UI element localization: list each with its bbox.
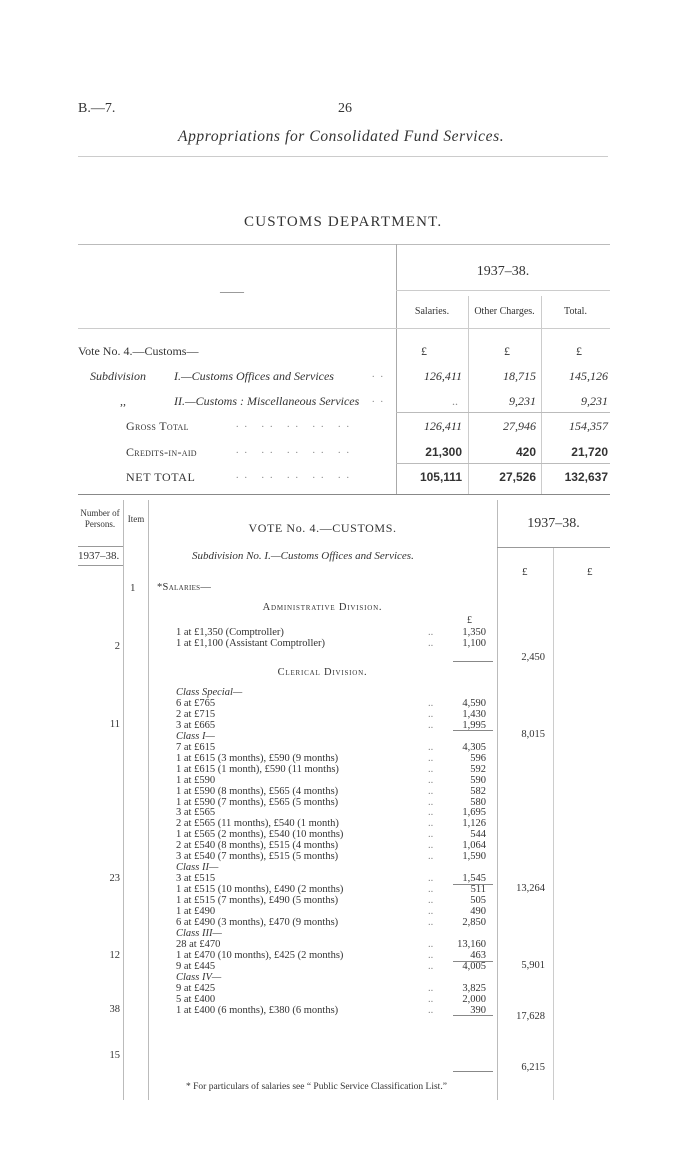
salary-line-amount: 1,100 bbox=[462, 637, 486, 649]
salaries-heading: *Salaries— bbox=[157, 582, 212, 593]
salary-line-amount: 4,305 bbox=[462, 741, 486, 753]
salary-line-amount: 511 bbox=[470, 884, 486, 896]
leader-dots: .. bbox=[428, 982, 434, 994]
salary-line-amount: 596 bbox=[470, 752, 486, 764]
salary-line-amount: 4,005 bbox=[462, 960, 486, 972]
row-other: 9,231 bbox=[509, 394, 536, 408]
item-number: 1 bbox=[130, 582, 136, 594]
clerical-division-heading: Clerical Division. bbox=[277, 667, 368, 678]
row-other: 27,946 bbox=[503, 419, 536, 433]
leader-dots: .. bbox=[428, 637, 434, 649]
row-label: II.—Customs : Miscellaneous Services bbox=[174, 394, 360, 408]
leader-dots: .. bbox=[428, 807, 434, 819]
currency-salaries: £ bbox=[421, 344, 427, 358]
class-heading: Class IV— bbox=[176, 971, 222, 983]
salary-line-amount: 582 bbox=[470, 785, 486, 797]
leader-dots: .. bbox=[428, 796, 434, 808]
leader-dots: .. bbox=[428, 993, 434, 1005]
footnote: * For particulars of salaries see “ Public Service Classification List.” bbox=[186, 1082, 447, 1092]
persons-count: 23 bbox=[109, 873, 120, 884]
salary-line-text: 3 at £665 bbox=[176, 719, 216, 731]
vote-heading: Vote No. 4.—Customs— bbox=[78, 344, 199, 358]
salary-line-text: 1 at £470 (10 months), £425 (2 months) bbox=[176, 949, 344, 961]
row-total: 21,720 bbox=[571, 445, 608, 459]
leader-dots: .. bbox=[428, 763, 434, 775]
page-number: 26 bbox=[338, 101, 352, 116]
summary-dash: —— bbox=[220, 284, 244, 298]
row-total: 154,357 bbox=[569, 419, 608, 433]
salary-line-text: 1 at £490 bbox=[176, 906, 216, 917]
salary-line-amount: 1,995 bbox=[462, 719, 486, 731]
class-heading: Class Special— bbox=[176, 687, 243, 698]
leader-dots: .. bbox=[428, 906, 434, 917]
summary-year: 1937–38. bbox=[476, 264, 530, 279]
leader-dots: .. bbox=[428, 741, 434, 753]
salary-line-text: 1 at £515 (10 months), £490 (2 months) bbox=[176, 884, 344, 896]
leader-dots: .. .. .. .. .. bbox=[236, 419, 355, 430]
salary-line-text: 6 at £765 bbox=[176, 697, 216, 709]
col-item: Item bbox=[127, 514, 145, 524]
row-other: 420 bbox=[515, 445, 536, 459]
persons-count: 12 bbox=[109, 950, 120, 961]
col-total: Total. bbox=[564, 306, 587, 317]
persons-count: 11 bbox=[109, 719, 120, 730]
col-salaries: Salaries. bbox=[414, 306, 450, 317]
leader-dots: .. bbox=[428, 895, 434, 907]
leader-dots: .. bbox=[428, 774, 434, 786]
leader-dots: .. .. .. .. .. bbox=[236, 470, 355, 481]
salary-line-text: 1 at £590 bbox=[176, 774, 216, 786]
salary-line-text: 3 at £515 bbox=[176, 873, 216, 885]
row-label: Gross Total bbox=[126, 419, 189, 433]
leader-dots: .. bbox=[428, 851, 434, 863]
salary-line-text: 1 at £615 (1 month), £590 (11 months) bbox=[176, 763, 339, 775]
leader-dots: .. bbox=[372, 394, 389, 405]
salary-line-amount: 4,590 bbox=[462, 697, 486, 709]
salary-line-text: 1 at £590 (8 months), £565 (4 months) bbox=[176, 785, 339, 797]
salary-line-text: 2 at £565 (11 months), £540 (1 month) bbox=[176, 818, 339, 830]
leader-dots: .. bbox=[428, 884, 434, 896]
leader-dots: .. bbox=[428, 627, 434, 638]
header-rule bbox=[78, 156, 608, 157]
persons-count: 38 bbox=[109, 1004, 120, 1015]
class-heading: Class I— bbox=[176, 730, 215, 742]
row-total: 132,637 bbox=[564, 470, 608, 484]
salary-line-amount: 590 bbox=[470, 774, 486, 786]
salary-line-text: 9 at £425 bbox=[176, 982, 216, 994]
salary-line-amount: 2,000 bbox=[462, 993, 486, 1005]
row-total: 9,231 bbox=[581, 394, 608, 408]
document-reference: B.—7. bbox=[78, 101, 116, 116]
row-salaries: 21,300 bbox=[425, 445, 462, 459]
salary-line-amount: 13,160 bbox=[457, 938, 486, 950]
leader-dots: .. bbox=[428, 752, 434, 764]
salary-line-amount: 1,695 bbox=[462, 807, 486, 819]
salary-line-amount: 390 bbox=[470, 1004, 486, 1016]
row-label-prefix: Subdivision bbox=[90, 369, 146, 383]
vote-title: VOTE No. 4.—CUSTOMS. bbox=[248, 521, 397, 535]
salary-line-text: 2 at £715 bbox=[176, 708, 216, 720]
salary-line-amount: 580 bbox=[470, 796, 486, 808]
col-other-charges: Other Charges. bbox=[474, 306, 535, 317]
row-label: I.—Customs Offices and Services bbox=[174, 369, 334, 383]
leader-dots: .. bbox=[428, 697, 434, 709]
leader-dots: .. bbox=[372, 369, 389, 380]
salary-line-text: 1 at £1,100 (Assistant Comptroller) bbox=[176, 637, 326, 649]
salary-line-amount: 592 bbox=[470, 763, 486, 775]
salary-line-amount: 3,825 bbox=[462, 982, 486, 994]
row-label: Credits-in-aid bbox=[126, 445, 197, 459]
row-salaries: .. bbox=[452, 394, 458, 408]
class-heading: Class III— bbox=[176, 927, 222, 939]
class-heading: Class II— bbox=[176, 862, 219, 874]
leader-dots: .. bbox=[428, 840, 434, 852]
leader-dots: .. bbox=[428, 916, 434, 928]
salary-line-amount: 1,430 bbox=[462, 708, 486, 720]
salary-line-text: 28 at £470 bbox=[176, 938, 221, 950]
salary-line-text: 1 at £400 (6 months), £380 (6 months) bbox=[176, 1004, 339, 1016]
subtotal: 6,215 bbox=[521, 1062, 545, 1073]
currency-total: £ bbox=[587, 566, 593, 578]
salary-line-amount: 1,064 bbox=[462, 840, 486, 852]
leader-dots: .. bbox=[428, 960, 434, 972]
row-salaries: 126,411 bbox=[423, 369, 462, 383]
leader-dots: .. bbox=[428, 818, 434, 830]
leader-dots: .. bbox=[428, 719, 434, 731]
salary-line-amount: 1,590 bbox=[462, 851, 486, 863]
col-number-of-persons: Number of Persons. bbox=[80, 508, 120, 529]
subdivision-heading: Subdivision No. I.—Customs Offices and Services. bbox=[192, 550, 414, 562]
subtotal: 2,450 bbox=[521, 652, 545, 663]
salary-line-text: 1 at £515 (7 months), £490 (5 months) bbox=[176, 895, 339, 907]
salary-line-text: 3 at £565 bbox=[176, 807, 216, 819]
row-salaries: 105,111 bbox=[419, 470, 462, 484]
salary-line-text: 6 at £490 (3 months), £470 (9 months) bbox=[176, 916, 339, 928]
salary-line-amount: 463 bbox=[470, 949, 486, 961]
row-other: 27,526 bbox=[499, 470, 536, 484]
salary-line-text: 3 at £540 (7 months), £515 (5 months) bbox=[176, 851, 339, 863]
salary-line-amount: 1,545 bbox=[462, 873, 486, 885]
salary-line-text: 1 at £1,350 (Comptroller) bbox=[176, 627, 284, 638]
salary-line-amount: 544 bbox=[470, 829, 486, 841]
salary-line-text: 1 at £565 (2 months), £540 (10 months) bbox=[176, 829, 344, 841]
salary-line-amount: 505 bbox=[470, 895, 486, 907]
leader-dots: .. bbox=[428, 785, 434, 797]
salary-line-text: 2 at £540 (8 months), £515 (4 months) bbox=[176, 840, 339, 852]
leader-dots: .. bbox=[428, 949, 434, 961]
salary-line-text: 1 at £590 (7 months), £565 (5 months) bbox=[176, 796, 339, 808]
currency-other: £ bbox=[504, 344, 510, 358]
leader-dots: .. bbox=[428, 938, 434, 950]
persons-count: 2 bbox=[114, 641, 120, 652]
subtotal: 5,901 bbox=[521, 960, 545, 971]
salary-line-text: 5 at £400 bbox=[176, 993, 216, 1005]
salary-line-amount: 1,126 bbox=[462, 818, 486, 830]
currency-total: £ bbox=[576, 344, 582, 358]
row-salaries: 126,411 bbox=[423, 419, 462, 433]
currency-lines: £ bbox=[467, 615, 472, 626]
subtotal: 13,264 bbox=[516, 883, 545, 894]
currency-subtotal: £ bbox=[522, 566, 528, 578]
page-title: Appropriations for Consolidated Fund Services. bbox=[178, 128, 505, 145]
department-heading: CUSTOMS DEPARTMENT. bbox=[244, 214, 443, 230]
leader-dots: .. bbox=[428, 1004, 434, 1016]
salary-line-amount: 1,350 bbox=[462, 627, 486, 638]
persons-year: 1937–38. bbox=[78, 550, 120, 562]
salary-line-amount: 490 bbox=[470, 906, 486, 917]
subtotal: 8,015 bbox=[521, 729, 545, 740]
salary-line-text: 7 at £615 bbox=[176, 741, 216, 753]
subtotal: 17,628 bbox=[516, 1011, 545, 1022]
salary-line-amount: 2,850 bbox=[462, 916, 486, 928]
row-total: 145,126 bbox=[569, 369, 608, 383]
leader-dots: .. bbox=[428, 873, 434, 885]
leader-dots: .. .. .. .. .. bbox=[236, 445, 355, 456]
row-label: NET TOTAL bbox=[126, 470, 196, 484]
persons-count: 15 bbox=[109, 1050, 120, 1061]
administrative-division-heading: Administrative Division. bbox=[262, 602, 383, 613]
salary-line-text: 1 at £615 (3 months), £590 (9 months) bbox=[176, 752, 339, 764]
detail-year: 1937–38. bbox=[527, 516, 580, 531]
leader-dots: .. bbox=[428, 708, 434, 720]
row-other: 18,715 bbox=[503, 369, 536, 383]
salary-line-text: 9 at £445 bbox=[176, 960, 216, 972]
row-label-prefix: ,, bbox=[120, 394, 126, 408]
leader-dots: .. bbox=[428, 829, 434, 841]
